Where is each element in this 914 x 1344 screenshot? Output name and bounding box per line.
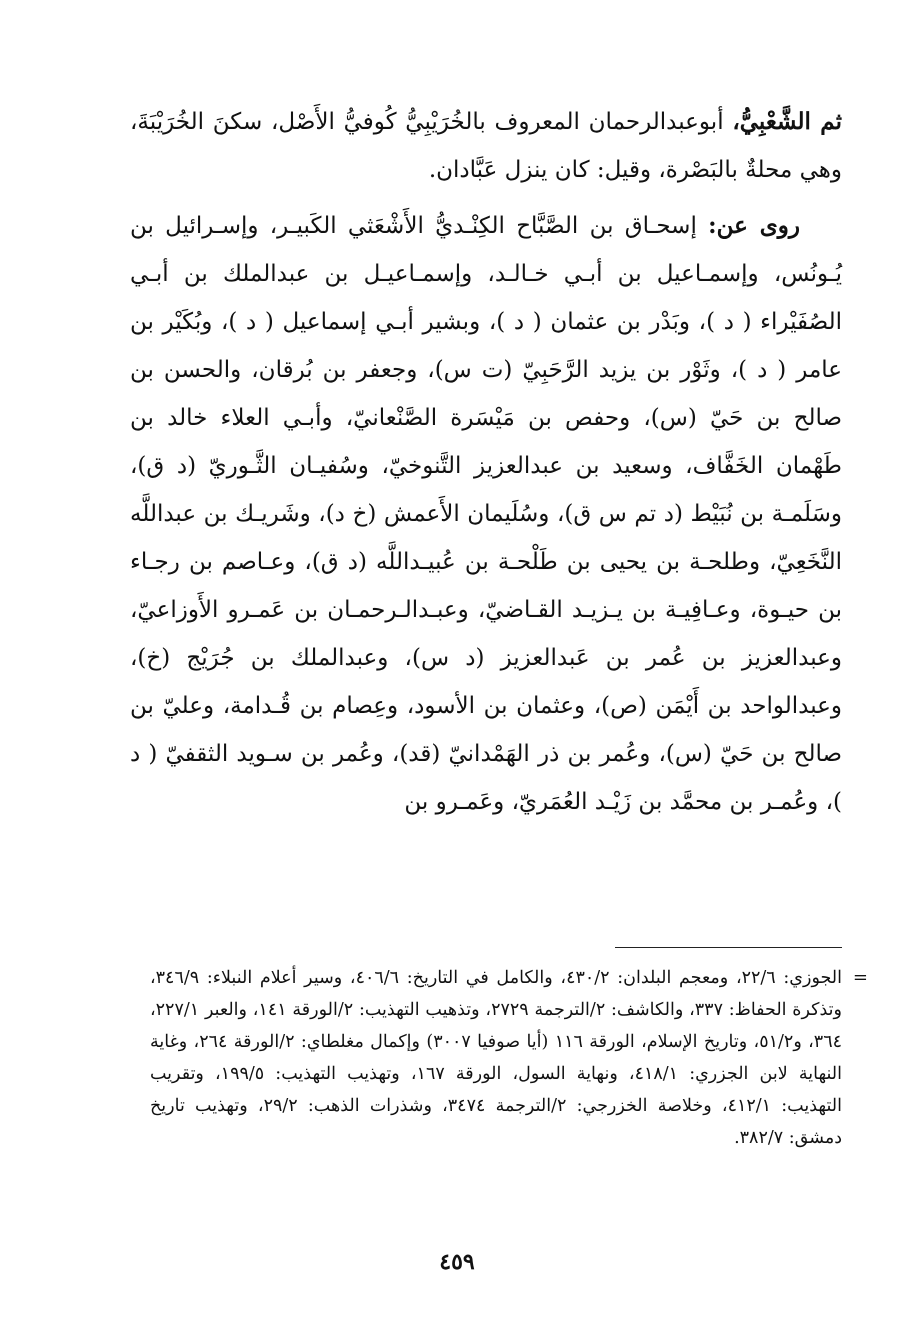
footnote-text: الجوزي: ٢٢/٦، ومعجم البلدان: ٤٣٠/٢، والكامل في التاريخ: ٤٠٦/٦، وسير أعلام النبلاء: ٣٤٦/٩، وتذكرة الحفاظ: ٣٣٧، والكاشف: ٢/الترجمة ٢٧٢٩، وتذهيب التهذيب: ٢/الورقة ١٤١، والعبر ٢٢٧/١، ٣٦٤، و٥١/٢، وتاريخ الإسلام، الورقة ١١٦ (أيا صوفيا ٣٠٠٧) وإكمال مغلطاي: ٢/الورقة ٢٦٤، وغاية النهاية لابن الجزري: ٤١٨/١، ونهاية السول، الورقة ١٦٧، وتهذيب التهذيب: ١٩٩/٥، وتقريب التهذيب: ٤١٢/١، وخلاصة الخزرجي: ٢/الترجمة ٣٤٧٤، وشذرات الذهب: ٢٩/٢، وتهذيب تاريخ دمشق: ٣٨٢/٧. <box>150 968 842 1148</box>
footnote-continuation-marker: = <box>852 967 868 988</box>
footnotes <box>150 962 868 1154</box>
paragraph-biography <box>130 98 842 194</box>
narrated-from-label: روى عن: <box>708 212 800 239</box>
footnote-separator <box>615 947 842 948</box>
main-text <box>130 98 842 826</box>
name-lead: ثم الشَّعْبِيُّ، <box>732 108 843 135</box>
biography-text: أبوعبدالرحمان المعروف بالخُرَيْبِيُّ كُوفيُّ الأَصْل، سكنَ الخُرَيْبَةَ، وهي محلةٌ بالبَصْرة، وقيل: كان ينزل عَبَّادان. <box>130 109 842 183</box>
paragraph-narrated-from <box>130 202 842 826</box>
narrated-from-text: إسحـاق بن الصَّبَّاح الكِنْـديُّ الأَشْعَثي الكَبيـر، وإسـرائيل بن يُـونُس، وإسمـاعيل بن أبـي خـالـد، وإسمـاعيـل بن عبدالملك بن أبـي الصُفَيْراء ( د )، وبَدْر بن عثمان ( د )، وبشير أبـي إسماعيل ( د )، وبُكَيْر بن عامر ( د )، وثَوْر بن يزيد الرَّحَبِيّ (ت س)، وجعفر بن بُرقان، والحسن بن صالح بن حَيّ (س)، وحفص بن مَيْسَرة الصَّنْعانيّ، وأبـي العلاء خالد بن طَهْمان الخَفَّاف، وسعيد بن عبدالعزيز التَّنوخيّ، وسُفيـان الثَّـوريّ (د ق)، وسَلَمـة بن نُبَيْط (د تم س ق)، وسُلَيمان الأَعمش (خ د)، وشَريـك بن عبداللَّه النَّخَعِيّ، وطلحـة بن يحيى بن طَلْحـة بن عُبيـداللَّه (د ق)، وعـاصم بن رجـاء بن حيـوة، وعـافِيـة بن يـزيـد القـاضيّ، وعبـدالـرحمـان بن عَمـرو الأَوزاعيّ، وعبدالعزيز بن عُمر بن عَبدالعزيز (د س)، وعبدالملك بن جُرَيْج (خ)، وعبدالواحد بن أَيْمَن (ص)، وعثمان بن الأسود، وعِصام بن قُـدامة، وعليّ بن صالح بن حَيّ (س)، وعُمر بن ذر الهَمْدانيّ (قد)، وعُمر بن سـويد الثقفيّ ( د )، وعُمـر بن محمَّد بن زَيْـد العُمَريّ، وعَمـرو بن <box>130 213 843 815</box>
page-number: ٤٥٩ <box>439 1249 475 1275</box>
